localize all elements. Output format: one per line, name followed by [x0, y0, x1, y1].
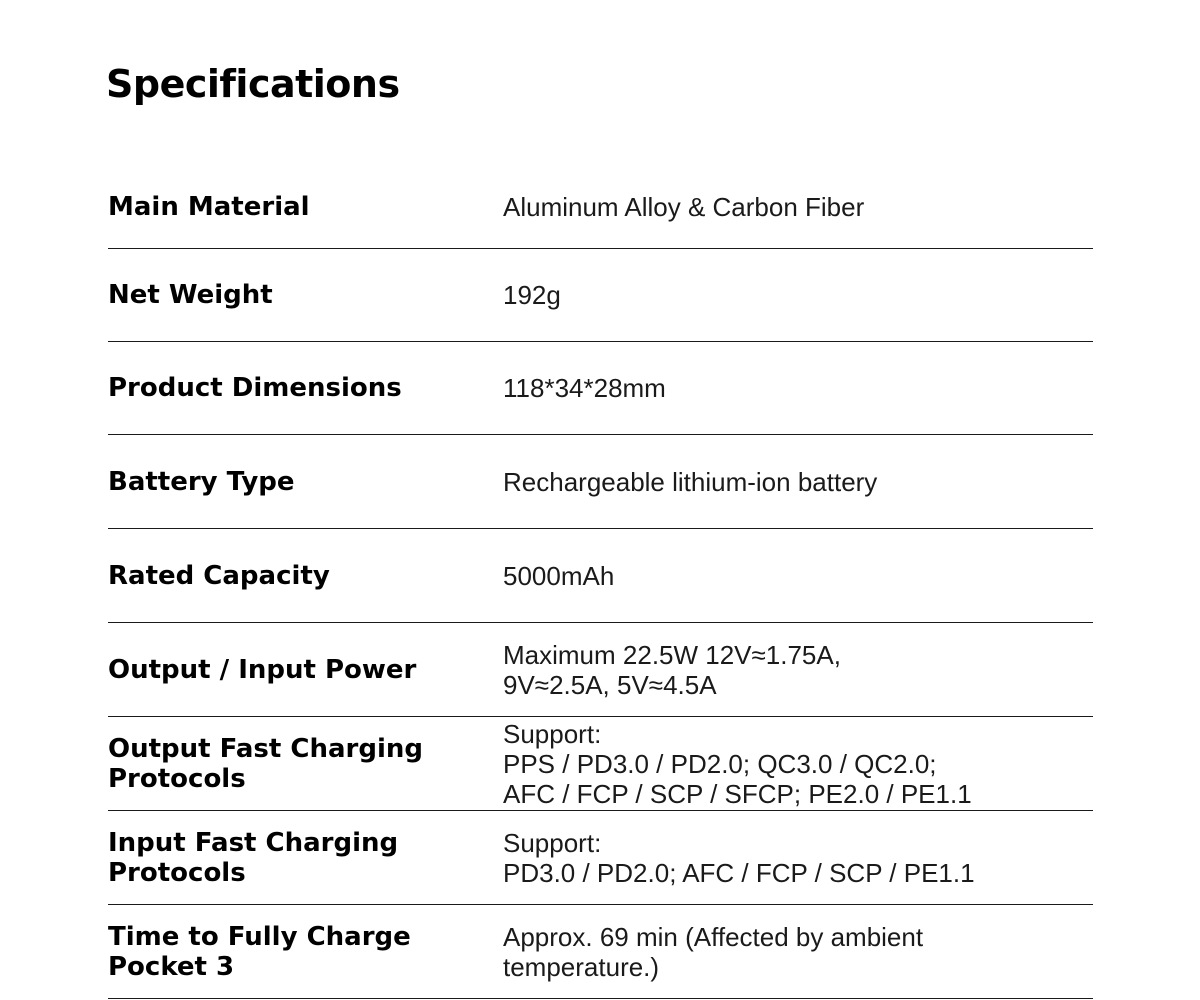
spec-label — [108, 922, 503, 982]
spec-value — [503, 467, 1093, 497]
spec-value-line: Approx. 69 min (Affected by ambient — [503, 921, 924, 952]
spec-row-rated-capacity — [108, 529, 1093, 623]
spec-label: Main Material — [108, 191, 310, 222]
spec-row-input-fast-charging-protocols — [108, 811, 1093, 905]
spec-label-line: Output Fast Charging — [108, 733, 423, 764]
spec-label-line: Pocket 3 — [108, 951, 235, 982]
spec-label: Rated Capacity — [108, 560, 330, 591]
spec-row-battery-type — [108, 435, 1093, 529]
spec-row-time-to-fully-charge — [108, 905, 1093, 999]
spec-value-line: Rechargeable lithium-ion battery — [503, 466, 878, 497]
spec-value-line: AFC / FCP / SCP / SFCP; PE2.0 / PE1.1 — [503, 778, 972, 809]
spec-value-line: Support: — [503, 827, 602, 858]
spec-value — [503, 640, 1093, 700]
spec-label-line: Protocols — [108, 763, 246, 794]
spec-value-line: temperature.) — [503, 951, 660, 982]
spec-value-line: 5000mAh — [503, 560, 615, 591]
page-title: Specifications — [106, 62, 400, 106]
spec-value-line: Maximum 22.5W 12V≈1.75A, — [503, 639, 841, 670]
spec-value — [503, 828, 1093, 888]
spec-label: Output / Input Power — [108, 654, 417, 685]
spec-value-line: PPS / PD3.0 / PD2.0; QC3.0 / QC2.0; — [503, 748, 937, 779]
spec-label: Product Dimensions — [108, 373, 402, 403]
spec-label: Battery Type — [108, 466, 295, 497]
spec-value — [503, 192, 1093, 222]
spec-value — [503, 922, 1093, 982]
spec-row-main-material — [108, 165, 1093, 249]
spec-value-line: PD3.0 / PD2.0; AFC / FCP / SCP / PE1.1 — [503, 857, 975, 888]
spec-label — [108, 734, 503, 794]
spec-row-product-dimensions — [108, 342, 1093, 435]
spec-row-output-fast-charging-protocols — [108, 717, 1093, 811]
spec-label-line: Input Fast Charging — [108, 827, 399, 858]
spec-value-line: 192g — [503, 280, 561, 310]
spec-label-line: Time to Fully Charge — [108, 921, 411, 952]
spec-value-line: Aluminum Alloy & Carbon Fiber — [503, 191, 865, 222]
spec-value — [503, 561, 1093, 591]
spec-label — [108, 828, 503, 888]
spec-value-line: 118*34*28mm — [503, 373, 666, 403]
spec-row-net-weight — [108, 249, 1093, 342]
spec-value — [503, 280, 1093, 310]
spec-value — [503, 373, 1093, 403]
spec-value-line: Support: — [503, 718, 602, 749]
specifications-table — [108, 165, 1093, 999]
spec-label-line: Protocols — [108, 857, 246, 888]
spec-row-output-input-power — [108, 623, 1093, 717]
spec-label: Net Weight — [108, 280, 273, 310]
spec-value — [503, 719, 1093, 809]
spec-value-line: 9V≈2.5A, 5V≈4.5A — [503, 669, 717, 700]
